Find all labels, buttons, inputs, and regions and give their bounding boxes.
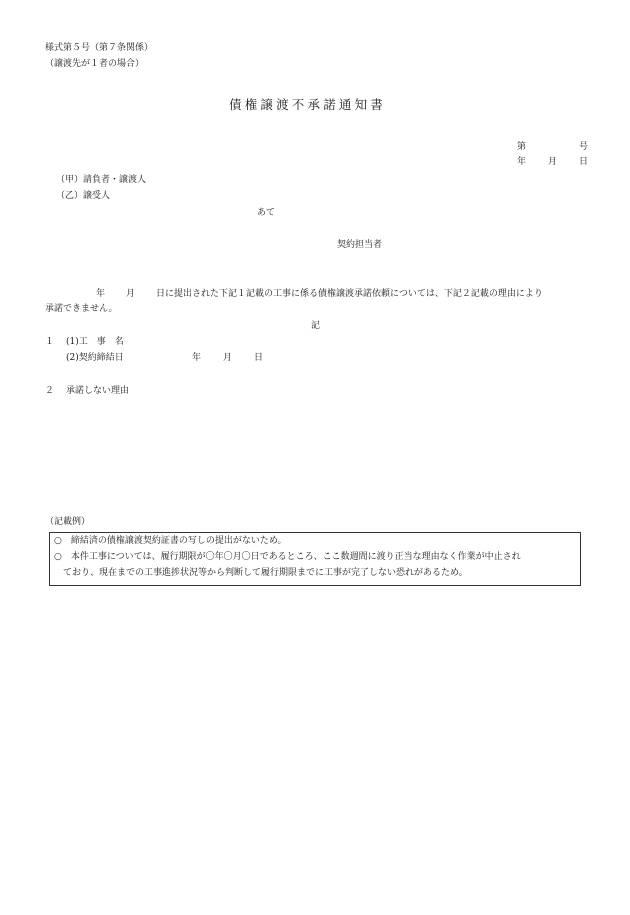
case-note: （譲渡先が１者の場合）	[45, 59, 145, 69]
doc-number-prefix: 第	[517, 142, 527, 152]
sender-title: 契約担当者	[337, 240, 383, 250]
example-line-3: ており、現在までの工事進捗状況等から判断して履行期限までに工事が完了しない恐れがあるため。	[54, 568, 468, 578]
item1-contract-year: 年	[192, 353, 202, 363]
body-text-line2: 承諾できません。	[45, 304, 118, 314]
item1-contract-date-label: (2)契約締結日	[66, 353, 124, 363]
body-year: 年	[96, 289, 106, 299]
item1-number: １	[45, 337, 55, 347]
addressee-party-b: （乙）譲受人	[56, 191, 111, 201]
ki-heading: 記	[311, 321, 321, 331]
doc-number-suffix: 号	[579, 142, 589, 152]
form-number: 様式第５号（第７条関係）	[45, 43, 154, 53]
addressee-suffix: あて	[257, 208, 276, 218]
doc-date-day: 日	[579, 157, 589, 167]
body-text-line1: 日に提出された下記１記載の工事に係る債権譲渡承諾依頼については、下記２記載の理由により	[156, 289, 543, 299]
item2-reason-label: 承諾しない理由	[66, 386, 130, 396]
doc-date-year: 年	[517, 157, 527, 167]
example-line-1: ○ 締結済の債権譲渡契約証書の写しの提出がないため。	[54, 536, 287, 546]
document-title: 債権譲渡不承諾通知書	[229, 97, 387, 112]
item2-number: ２	[45, 386, 55, 396]
item1-project-name-label: (1)工 事 名	[66, 337, 124, 347]
body-month: 月	[126, 289, 136, 299]
item1-contract-day: 日	[254, 353, 264, 363]
examples-box	[49, 532, 581, 586]
item1-contract-month: 月	[223, 353, 233, 363]
addressee-party-a: （甲）請負者・譲渡人	[56, 175, 147, 185]
example-line-2: ○ 本件工事については、履行期限が〇年〇月〇日であるところ、ここ数週間に渡り正当な理由なく作業が中止され	[54, 552, 521, 562]
doc-date-month: 月	[548, 157, 558, 167]
examples-heading: （記載例）	[45, 517, 91, 527]
